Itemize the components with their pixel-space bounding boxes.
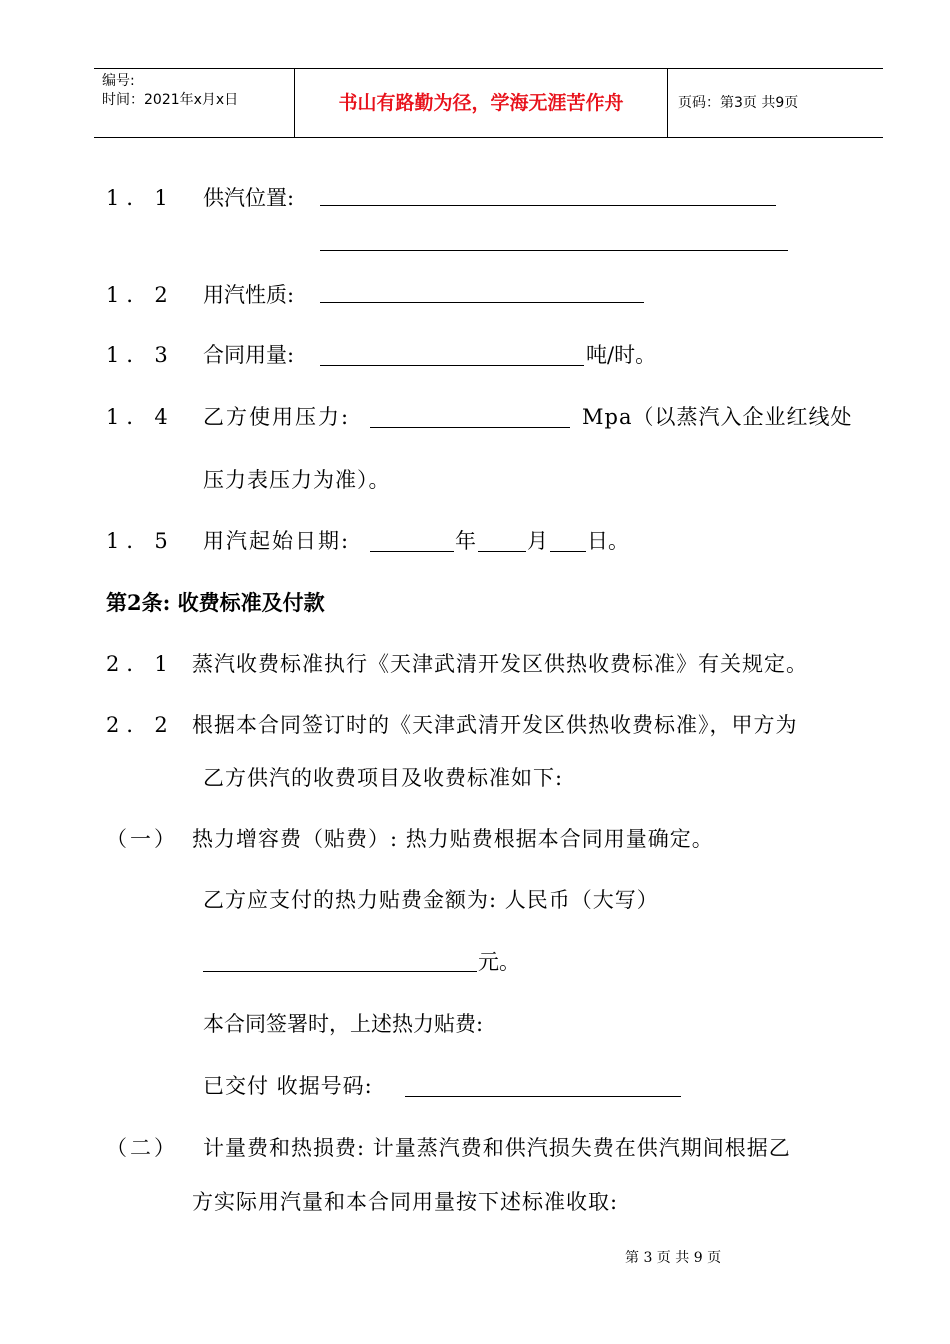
steam-nature-blank xyxy=(320,302,644,303)
start-month-label: 月 xyxy=(527,529,548,553)
start-month-blank xyxy=(478,551,526,552)
contract-volume-blank xyxy=(320,365,584,366)
clause-1-2-number: 1．2 xyxy=(106,283,175,307)
start-day-label: 日。 xyxy=(587,529,629,553)
supply-location-blank-1 xyxy=(320,205,776,206)
clause-2-2-text: 根据本合同签订时的《天津武清开发区供热收费标准》，甲方为 xyxy=(192,713,798,737)
supply-location-blank-2 xyxy=(320,250,788,251)
clause-1-1-number: 1．1 xyxy=(106,186,175,210)
clause-1-3-number: 1．3 xyxy=(106,343,175,367)
clause-1-5-label: 用汽起始日期: xyxy=(203,529,351,553)
clause-2-2-continuation: 乙方供汽的收费项目及收费标准如下: xyxy=(203,766,564,790)
clause-2-2-number: 2．2 xyxy=(106,713,175,737)
clause-1-2-label: 用汽性质: xyxy=(203,283,295,307)
pressure-blank xyxy=(370,427,570,428)
clause-1-4-continuation: 压力表压力为准）。 xyxy=(203,468,391,492)
paid-receipt-line: 已交付 收据号码: xyxy=(203,1074,373,1098)
item-1-number: （一） xyxy=(106,827,178,851)
clause-2-1-text: 蒸汽收费标准执行《天津武清开发区供热收费标准》有关规定。 xyxy=(192,652,808,676)
clause-2-1-number: 2．1 xyxy=(106,652,175,676)
start-day-blank xyxy=(550,551,586,552)
page-header xyxy=(94,68,883,138)
receipt-number-blank xyxy=(405,1096,681,1097)
page-footer: 第 3 页 共 9 页 xyxy=(625,1250,722,1266)
clause-1-3-label: 合同用量: xyxy=(203,343,295,367)
heat-fee-amount-line: 乙方应支付的热力贴费金额为: 人民币（大写） xyxy=(203,888,659,912)
contract-signing-line: 本合同签署时，上述热力贴费: xyxy=(203,1012,484,1036)
yuan-label: 元。 xyxy=(478,950,520,974)
start-year-blank xyxy=(370,551,454,552)
header-meta-cell xyxy=(94,69,295,137)
heat-fee-amount-blank xyxy=(203,971,477,972)
clause-1-3-unit: 吨/时。 xyxy=(586,343,657,367)
item-2-continuation: 方实际用汽量和本合同用量按下述标准收取: xyxy=(192,1190,619,1214)
clause-1-4-unit: Mpa（以蒸汽入企业红线处 xyxy=(582,405,853,429)
clause-1-4-label: 乙方使用压力: xyxy=(203,405,351,429)
clause-1-4-number: 1．4 xyxy=(106,405,175,429)
section-2-title: 第2条: 收费标准及付款 xyxy=(106,590,325,615)
item-2-text: 计量费和热损费: 计量蒸汽费和供汽损失费在供汽期间根据乙 xyxy=(203,1136,791,1160)
header-page-info: 页码：第3页 共9页 xyxy=(678,95,799,111)
item-1-text: 热力增容费（贴费）: 热力贴费根据本合同用量确定。 xyxy=(192,827,714,851)
clause-1-1-label: 供汽位置: xyxy=(203,186,295,210)
header-motto: 书山有路勤为径，学海无涯苦作舟 xyxy=(295,69,668,137)
clause-1-5-number: 1．5 xyxy=(106,529,175,553)
time-label: 时间：2021年x月x日 xyxy=(102,92,239,108)
number-label: 编号: xyxy=(102,73,135,89)
start-year-label: 年 xyxy=(455,529,476,553)
item-2-number: （二） xyxy=(106,1136,178,1160)
